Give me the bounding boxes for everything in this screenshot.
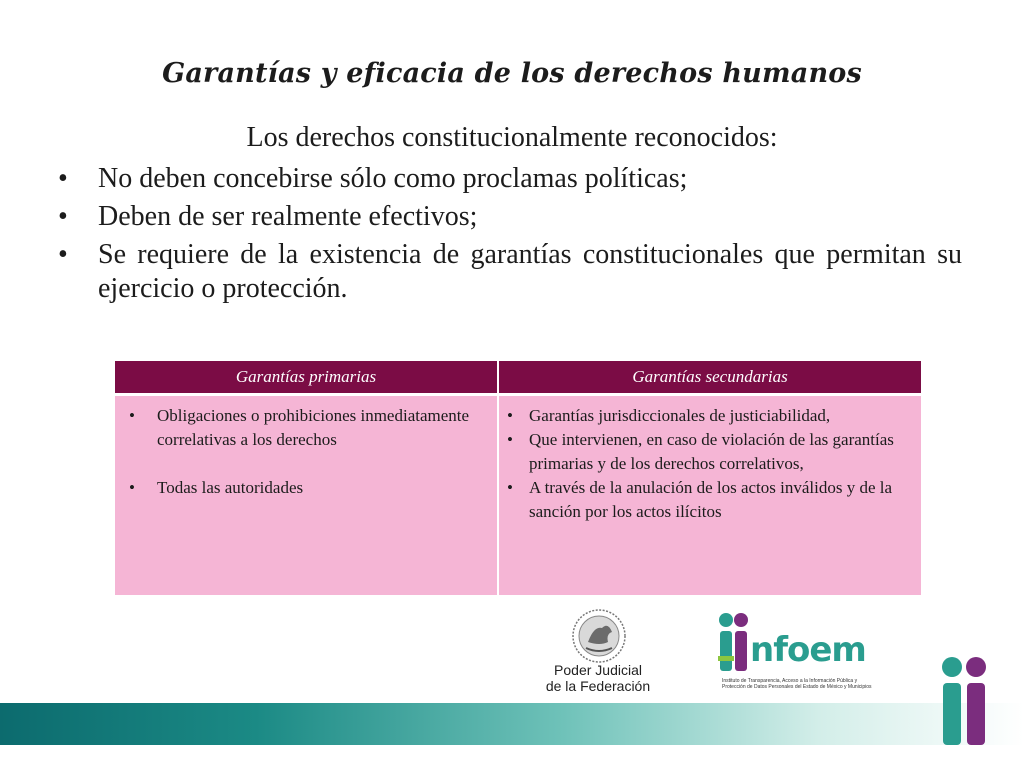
bullet-icon: • bbox=[129, 406, 135, 425]
bullet-list bbox=[58, 162, 962, 310]
cell-secundarias bbox=[498, 395, 921, 596]
cell-primarias bbox=[115, 395, 498, 596]
bullet-item bbox=[58, 238, 962, 306]
table-header-row bbox=[115, 361, 921, 395]
list-item bbox=[123, 404, 487, 452]
table-row bbox=[115, 395, 921, 596]
bullet-icon: • bbox=[58, 239, 68, 270]
infoem-tagline: Instituto de Transparencia, Acceso a la Información Pública y Protección de Datos Personales del Estado de México y Municipios bbox=[722, 678, 872, 690]
list-item bbox=[123, 476, 487, 500]
list-item-text: Todas las autoridades bbox=[157, 478, 304, 497]
infoem-name: nfoem bbox=[750, 630, 866, 670]
pjf-line-1: Poder Judicial bbox=[554, 662, 642, 678]
bullet-icon: • bbox=[129, 478, 135, 497]
guarantees-table bbox=[115, 361, 921, 595]
mexican-coat-of-arms-icon bbox=[568, 608, 630, 664]
list-item bbox=[507, 428, 911, 476]
list-item-text: Garantías jurisdiccionales de justiciabilidad, bbox=[529, 406, 831, 425]
infoem-corner-icon bbox=[940, 655, 992, 750]
header-secundarias: Garantías secundarias bbox=[498, 361, 921, 395]
pjf-line-2: de la Federación bbox=[545, 678, 651, 694]
list-item bbox=[507, 476, 911, 524]
list-item bbox=[507, 404, 911, 428]
bullet-text: Deben de ser realmente efectivos; bbox=[98, 201, 478, 232]
bullet-item bbox=[58, 200, 962, 234]
footer-band bbox=[0, 703, 1024, 745]
bullet-icon: • bbox=[507, 430, 513, 449]
spacer bbox=[123, 452, 487, 476]
infoem-logo bbox=[716, 612, 876, 680]
bullet-text: No deben concebirse sólo como proclamas políticas; bbox=[98, 163, 688, 194]
list-item-text: Obligaciones o prohibiciones inmediatamente correlativas a los derechos bbox=[157, 406, 470, 449]
pjf-logo-text bbox=[538, 662, 658, 694]
bullet-icon: • bbox=[58, 163, 68, 194]
slide-title: Garantías y eficacia de los derechos humanos bbox=[162, 58, 862, 89]
list-item-text: A través de la anulación de los actos inválidos y de la sanción por los actos ilícitos bbox=[529, 478, 893, 521]
bullet-icon: • bbox=[507, 406, 513, 425]
list-item-text: Que intervienen, en caso de violación de las garantías primarias y de los derechos correlativos, bbox=[529, 430, 894, 473]
bullet-text: Se requiere de la existencia de garantías constitucionales que permitan su ejercicio o protección. bbox=[98, 239, 962, 304]
bullet-icon: • bbox=[507, 478, 513, 497]
bullet-item bbox=[58, 162, 962, 196]
header-primarias: Garantías primarias bbox=[115, 361, 498, 395]
bullet-icon: • bbox=[58, 201, 68, 232]
intro-text: Los derechos constitucionalmente reconocidos: bbox=[246, 122, 778, 153]
